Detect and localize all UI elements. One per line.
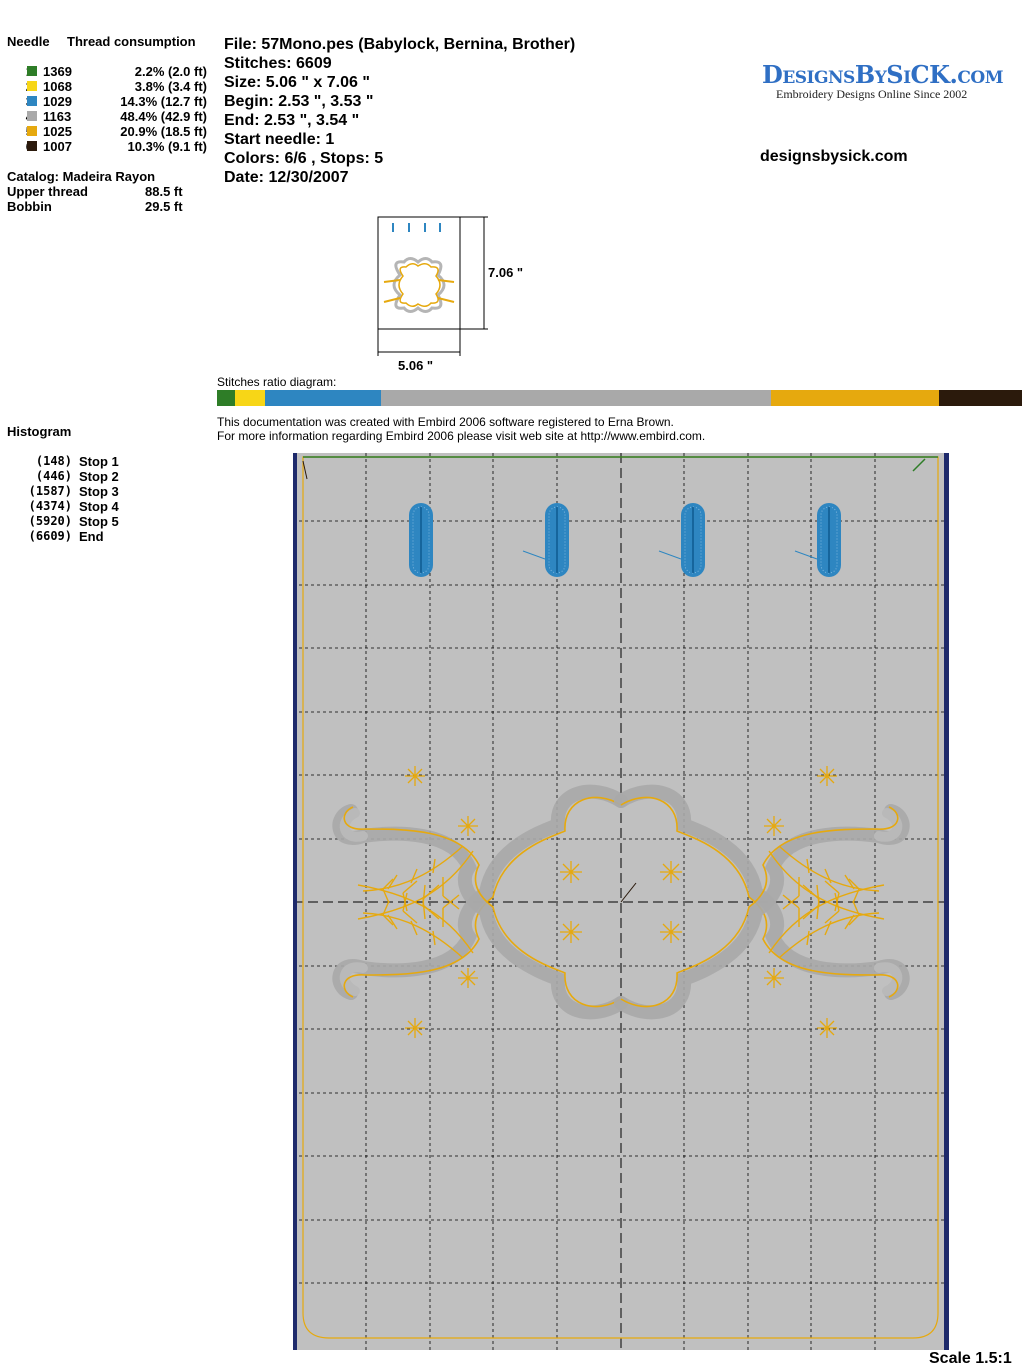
- thread-panel: [7, 34, 217, 224]
- stop-label: End: [79, 529, 104, 544]
- needle-header: Needle: [7, 34, 50, 49]
- colors-stops: Colors: 6/6 , Stops: 5: [224, 150, 384, 167]
- design-size: Size: 5.06 " x 7.06 ": [224, 74, 370, 91]
- design-date: Date: 12/30/2007: [224, 169, 349, 186]
- ratio-segment: [265, 390, 380, 406]
- stop-label: Stop 4: [79, 499, 119, 514]
- preview-drawing: [293, 453, 949, 1350]
- thread-code: 1025: [43, 124, 72, 139]
- thread-code: 1369: [43, 64, 72, 79]
- thread-color-swatch: [27, 111, 37, 121]
- upper-thread-value: 88.5 ft: [145, 184, 183, 199]
- ratio-segment: [939, 390, 1022, 406]
- ratio-segment: [771, 390, 939, 406]
- stop-stitch-count: (5920): [28, 514, 72, 528]
- thumbnail-height-label: 7.06 ": [488, 265, 524, 280]
- stop-stitch-count: (4374): [28, 499, 72, 513]
- logo: [760, 60, 1004, 105]
- design-thumbnail: [370, 210, 540, 380]
- bobbin-label: Bobbin: [7, 199, 52, 214]
- bobbin-value: 29.5 ft: [145, 199, 183, 214]
- design-preview: [293, 453, 949, 1350]
- ratio-segment: [381, 390, 771, 406]
- ratio-label: Stitches ratio diagram:: [217, 375, 337, 389]
- logo-title: DesignsBySiCK.com: [762, 60, 1004, 89]
- thread-code: 1163: [43, 109, 72, 124]
- thread-color-swatch: [27, 81, 37, 91]
- thread-list: [7, 64, 217, 156]
- upper-thread-label: Upper thread: [7, 184, 88, 199]
- logo-tagline: Embroidery Designs Online Since 2002: [776, 87, 968, 101]
- thread-code: 1007: [43, 139, 72, 154]
- thread-consumption: 14.3% (12.7 ft): [120, 94, 207, 109]
- scale-label: Scale 1.5:1: [929, 1350, 1012, 1367]
- ratio-segment: [217, 390, 235, 406]
- thread-color-swatch: [27, 66, 37, 76]
- histogram-title: Histogram: [7, 424, 72, 439]
- start-needle: Start needle: 1: [224, 131, 335, 148]
- thread-consumption: 48.4% (42.9 ft): [120, 109, 207, 124]
- thread-color-swatch: [27, 96, 37, 106]
- thread-consumption: 2.2% (2.0 ft): [134, 64, 207, 79]
- thread-code: 1068: [43, 79, 72, 94]
- thread-consumption: 3.8% (3.4 ft): [134, 79, 207, 94]
- stop-stitch-count: (1587): [28, 484, 72, 498]
- ratio-segment: [235, 390, 266, 406]
- end-point: End: 2.53 ", 3.54 ": [224, 112, 360, 129]
- stop-label: Stop 5: [79, 514, 119, 529]
- catalog-label: Catalog: Madeira Rayon: [7, 169, 156, 184]
- thumbnail-drawing: [370, 210, 540, 380]
- stop-stitch-count: (446): [35, 469, 72, 483]
- thread-color-swatch: [27, 141, 37, 151]
- thread-consumption: 20.9% (18.5 ft): [120, 124, 207, 139]
- thumbnail-width-label: 5.06 ": [398, 358, 434, 373]
- stop-label: Stop 1: [79, 454, 119, 469]
- begin-point: Begin: 2.53 ", 3.53 ": [224, 93, 374, 110]
- footnote-line-2: For more information regarding Embird 2006 please visit web site at http://www.embird.com.: [217, 429, 706, 443]
- stitch-count: Stitches: 6609: [224, 55, 332, 72]
- thread-consumption: 10.3% (9.1 ft): [127, 139, 207, 154]
- stop-label: Stop 2: [79, 469, 119, 484]
- thread-code: 1029: [43, 94, 72, 109]
- thread-color-swatch: [27, 126, 37, 136]
- file-name: File: 57Mono.pes (Babylock, Bernina, Brother): [224, 36, 576, 53]
- consumption-header: Thread consumption: [67, 34, 196, 49]
- footnote-line-1: This documentation was created with Embird 2006 software registered to Erna Brown.: [217, 415, 674, 429]
- website-label: designsbysick.com: [760, 148, 908, 165]
- stop-stitch-count: (6609): [28, 529, 72, 543]
- stitch-ratio-bar: [217, 390, 1023, 406]
- stop-stitch-count: (148): [35, 454, 72, 468]
- histogram-list: [7, 454, 207, 549]
- stop-label: Stop 3: [79, 484, 119, 499]
